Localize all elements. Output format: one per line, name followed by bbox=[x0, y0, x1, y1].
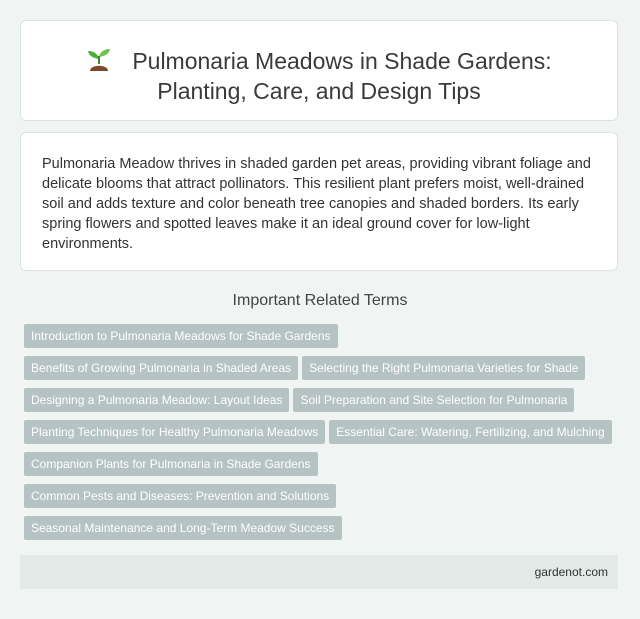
related-term-tag[interactable]: Essential Care: Watering, Fertilizing, and Mulching bbox=[329, 420, 611, 444]
tag-row bbox=[24, 452, 624, 484]
related-term-tag[interactable]: Common Pests and Diseases: Prevention and Solutions bbox=[24, 484, 336, 508]
related-terms-heading: Important Related Terms bbox=[232, 292, 408, 309]
related-term-tag[interactable]: Planting Techniques for Healthy Pulmonaria Meadows bbox=[24, 420, 325, 444]
related-term-tag[interactable]: Designing a Pulmonaria Meadow: Layout Ideas bbox=[24, 388, 289, 412]
related-term-tag[interactable]: Selecting the Right Pulmonaria Varieties for Shade bbox=[302, 356, 585, 380]
related-term-tag[interactable]: Seasonal Maintenance and Long-Term Meadow Success bbox=[24, 516, 342, 540]
tag-row bbox=[24, 388, 624, 420]
sprout-icon bbox=[86, 45, 112, 73]
intro-paragraph: Pulmonaria Meadow thrives in shaded garden pet areas, providing vibrant foliage and delicate blooms that attract pollinators. This resilient plant prefers moist, well-drained soil and adds texture and color beneath tree canopies and shaded borders. Its early spring flowers and spotted leaves make it an ideal ground cover for low-light environments. bbox=[42, 156, 591, 252]
page-title bbox=[21, 45, 617, 106]
related-term-tag[interactable]: Benefits of Growing Pulmonaria in Shaded Areas bbox=[24, 356, 298, 380]
related-term-tag[interactable]: Introduction to Pulmonaria Meadows for Shade Gardens bbox=[24, 324, 338, 348]
site-link[interactable]: gardenot.com bbox=[534, 565, 608, 579]
tag-row bbox=[24, 324, 624, 356]
tag-row bbox=[24, 356, 624, 388]
tag-row bbox=[24, 516, 624, 548]
title-line-1: Pulmonaria Meadows in Shade Gardens: bbox=[132, 48, 552, 74]
header-card bbox=[20, 20, 618, 121]
related-term-tag[interactable]: Companion Plants for Pulmonaria in Shade Gardens bbox=[24, 452, 318, 476]
related-terms-list bbox=[24, 324, 624, 548]
intro-card bbox=[20, 132, 618, 271]
tag-row bbox=[24, 484, 624, 516]
footer bbox=[20, 555, 618, 589]
title-line-2: Planting, Care, and Design Tips bbox=[157, 78, 481, 104]
related-term-tag[interactable]: Soil Preparation and Site Selection for Pulmonaria bbox=[293, 388, 574, 412]
tag-row bbox=[24, 420, 624, 452]
